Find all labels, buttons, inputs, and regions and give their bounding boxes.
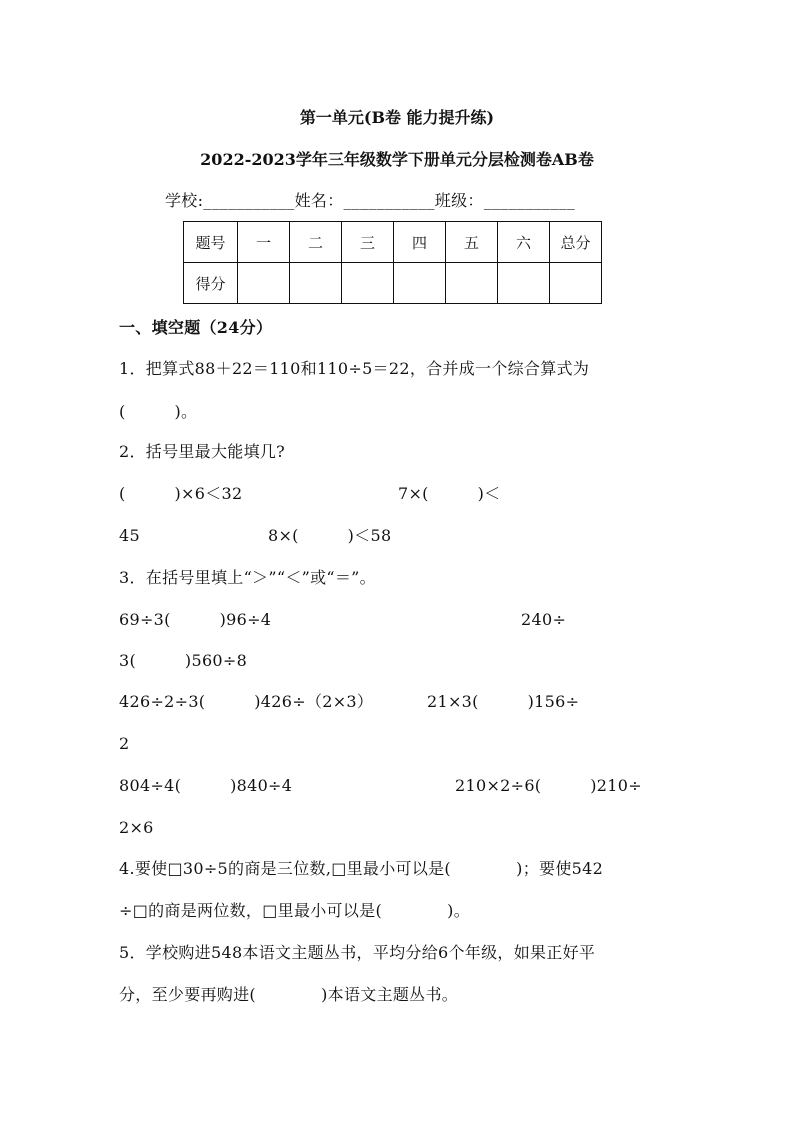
score-table-header-cell: 二 bbox=[290, 222, 342, 263]
score-table-score-row bbox=[184, 263, 602, 304]
question-3-item-f: 210×2÷6( )210÷ bbox=[455, 776, 642, 795]
question-1-line-1: 1．把算式88＋22＝110和110÷5＝22，合并成一个综合算式为 bbox=[119, 359, 590, 378]
score-table-header-cell: 一 bbox=[238, 222, 290, 263]
page-title: 第一单元(B卷 能力提升练) bbox=[299, 108, 495, 127]
question-2-item-b: 7×( )＜ bbox=[398, 484, 501, 503]
score-table-header-row bbox=[184, 222, 602, 263]
score-table-header-cell: 总分 bbox=[550, 222, 602, 263]
score-cell[interactable] bbox=[498, 263, 550, 304]
question-2-title: 2．括号里最大能填几? bbox=[119, 442, 286, 461]
score-cell[interactable] bbox=[446, 263, 498, 304]
score-cell[interactable] bbox=[394, 263, 446, 304]
page-subtitle: 2022-2023学年三年级数学下册单元分层检测卷AB卷 bbox=[200, 150, 594, 169]
question-3-item-b-cont: 3( )560÷8 bbox=[119, 651, 248, 670]
score-table-header-cell: 四 bbox=[394, 222, 446, 263]
question-5-line-2: 分，至少要再购进( )本语文主题丛书。 bbox=[119, 985, 459, 1004]
score-cell[interactable] bbox=[290, 263, 342, 304]
question-4-line-1: 4.要使□30÷5的商是三位数,□里最小可以是( )；要使542 bbox=[119, 859, 604, 878]
question-2-item-b-cont: 45 bbox=[119, 526, 140, 545]
score-table bbox=[183, 221, 602, 304]
question-2-item-c: 8×( )＜58 bbox=[268, 526, 392, 545]
question-3-item-d-cont: 2 bbox=[119, 734, 130, 753]
score-table-header-cell: 题号 bbox=[184, 222, 238, 263]
question-2-item-a: ( )×6＜32 bbox=[119, 484, 243, 503]
question-5-line-1: 5．学校购进548本语文主题丛书，平均分给6个年级，如果正好平 bbox=[119, 943, 596, 962]
score-table-header-cell: 三 bbox=[342, 222, 394, 263]
score-cell[interactable] bbox=[238, 263, 290, 304]
score-row-label: 得分 bbox=[184, 263, 238, 304]
question-3-item-c: 426÷2÷3( )426÷（2×3） bbox=[119, 692, 374, 711]
question-3-item-b: 240÷ bbox=[521, 610, 567, 629]
score-cell[interactable] bbox=[342, 263, 394, 304]
question-3-item-a: 69÷3( )96÷4 bbox=[119, 610, 272, 629]
question-3-title: 3．在括号里填上“＞”“＜”或“＝”。 bbox=[119, 568, 376, 587]
section-title: 一、填空题（24分） bbox=[119, 318, 273, 337]
question-3-item-f-cont: 2×6 bbox=[119, 818, 154, 837]
score-table-header-cell: 六 bbox=[498, 222, 550, 263]
question-3-item-e: 804÷4( )840÷4 bbox=[119, 776, 293, 795]
score-table-header-cell: 五 bbox=[446, 222, 498, 263]
question-4-line-2: ÷□的商是两位数，□里最小可以是( )。 bbox=[119, 901, 471, 920]
question-3-item-d: 21×3( )156÷ bbox=[427, 692, 580, 711]
student-info-line: 学校:___________姓名：___________班级：___________ bbox=[165, 191, 575, 210]
score-cell[interactable] bbox=[550, 263, 602, 304]
question-1-line-2: ( )。 bbox=[119, 402, 198, 421]
